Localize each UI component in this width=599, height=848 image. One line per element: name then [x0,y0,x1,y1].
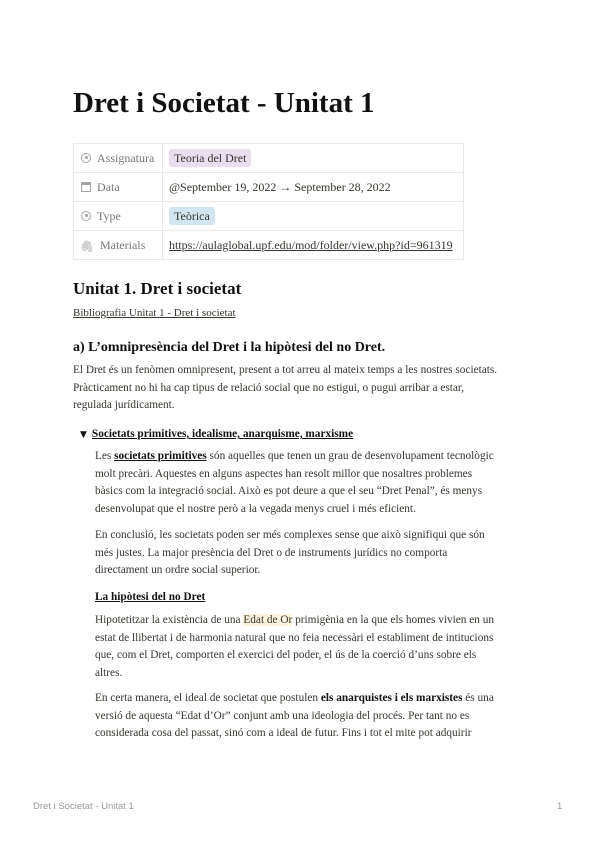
toggle-block[interactable] [80,426,353,443]
property-row-materials [74,231,464,260]
circle-dot-icon [81,211,91,221]
page-title: Dret i Societat - Unitat 1 [73,87,375,119]
paperclip-icon: 🖇 [80,239,94,253]
conclusion-paragraph: En conclusió, les societats poden ser més complexes sense que això signifiqui que són més justes. La major presència del Dret o de instruments jurídics no comporta directament un ordre social superior. [95,529,485,576]
toggle-title: Societats primitives, idealisme, anarquisme, marxisme [91,428,354,440]
highlighted-term: Edat de Or [243,614,293,626]
type-tag[interactable]: Teòrica [169,207,215,225]
property-key: Type [97,208,121,223]
toggle-triangle-icon[interactable]: ▼ [80,430,87,440]
subject-tag[interactable]: Teoria del Dret [169,149,251,167]
bold-term: societats primitives [114,450,207,462]
property-row-data [74,173,464,202]
materials-link[interactable]: https://aulaglobal.upf.edu/mod/folder/view.php?id=961319 [169,237,453,252]
section-heading: Unitat 1. Dret i societat [73,279,242,298]
property-key: Data [97,179,120,194]
no-law-hypothesis-heading: La hipòtesi del no Dret [95,591,206,603]
property-row-type [74,202,464,231]
bold-term: els anarquistes i els marxistes [320,692,463,704]
properties-table [73,143,464,260]
calendar-icon [81,182,91,192]
property-key: Assignatura [97,150,155,165]
footer-title: Dret i Societat - Unitat 1 [33,801,134,812]
anarchists-marxists-paragraph: En certa manera, el ideal de societat que postulen els anarquistes i els marxistes és una versió de aquesta “Edat d’Or” conjunt amb una ideologia del procés. Per tant no es considerada cosa del passat, sinó com a ideal de futur. Fins i tot el mite pot adquirir [95,692,494,739]
golden-age-paragraph: Hipotetitzar la existència de una Edat de Or primigènia en la que els homes vivien en un estat de llibertat i de harmonia natural que no feia necessàri el establiment de intitucions que, com el Dret, comporten el exercici del poder, el ús de la coerció d’uns sobre els altres. [95,614,495,679]
date-range-value: @September 19, 2022 → September 28, 2022 [169,179,391,194]
subsection-heading: a) L’omnipresència del Dret i la hipòtesi del no Dret. [73,340,386,355]
property-key: Materials [99,237,146,252]
bibliography-link[interactable]: Bibliografia Unitat 1 - Dret i societat [73,307,236,319]
circle-dot-icon [81,153,91,163]
property-row-assignatura [74,144,464,173]
page-number: 1 [557,801,563,812]
primitive-societies-paragraph: Les societats primitives són aquelles que tenen un grau de desenvolupament tecnològic molt precàri. Aquestes en alguns aspectes han resolt millor que nosaltres problemes bàsics com la integració social. Això es pot deure a que el seu “Dret Penal”, és menys desenvolupat que el nostre però a la vegada menys cruel i més eficient. [95,450,494,515]
intro-paragraph: El Dret és un fenòmen omnipresent, present a tot arreu al mateix temps a les nostres societats. Pràcticament no hi ha cap tipus de relació social que no estigui, o pugui arribar a estar, regulada jurídicament. [73,364,498,411]
